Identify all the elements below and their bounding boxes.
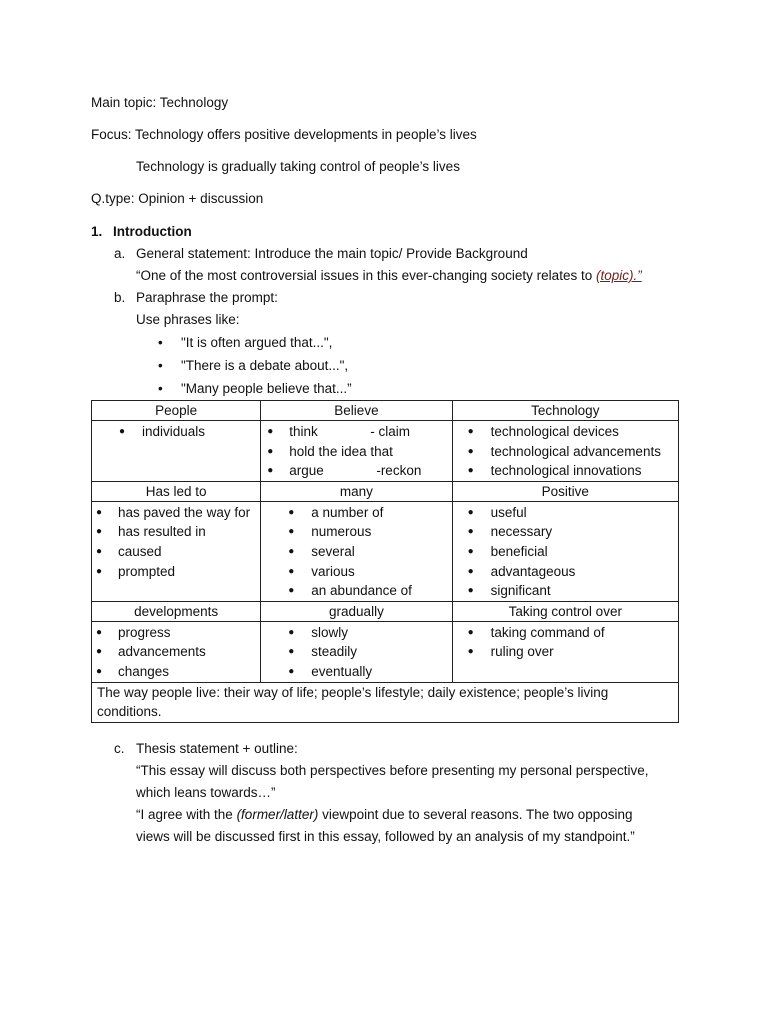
list-item: ● an abundance of xyxy=(261,581,451,601)
list-item: ● caused xyxy=(92,542,260,562)
list-item: ● eventually xyxy=(261,662,451,682)
bullet-icon: ● xyxy=(96,646,103,658)
bullet-icon: ● xyxy=(288,526,295,538)
list-item: ● changes xyxy=(92,662,260,682)
header-people: People xyxy=(92,401,261,421)
bullet-icon: ● xyxy=(288,545,295,557)
focus-line-1: Focus: Technology offers positive developments in people’s lives xyxy=(91,127,477,142)
bullet-icon: ● xyxy=(467,565,474,577)
believe-cell xyxy=(261,421,452,482)
list-item: ● technological devices xyxy=(453,422,678,442)
bullet-icon: • xyxy=(158,335,163,350)
table-row xyxy=(92,621,679,682)
table-header-row xyxy=(92,601,679,621)
intro-number: 1. xyxy=(91,224,103,239)
list-item: ● has paved the way for xyxy=(92,503,260,523)
header-developments: developments xyxy=(92,601,261,621)
table-row xyxy=(92,421,679,482)
bullet-icon: ● xyxy=(467,526,474,538)
thesis-quote-2-line-2: views will be discussed first in this essay, followed by an analysis of my standpoint.” xyxy=(136,829,635,844)
bullet-icon: ● xyxy=(288,565,295,577)
paraphrase-heading: Paraphrase the prompt: xyxy=(136,290,278,305)
question-type: Q.type: Opinion + discussion xyxy=(91,191,264,206)
phrase-item: "There is a debate about...", xyxy=(181,358,349,373)
main-topic: Main topic: Technology xyxy=(91,95,229,110)
bullet-icon: ● xyxy=(267,445,274,457)
bullet-icon: • xyxy=(158,381,163,396)
list-item: ● progress xyxy=(92,623,260,643)
header-many: many xyxy=(261,481,452,501)
list-item: ● useful xyxy=(453,503,678,523)
list-item: ● significant xyxy=(453,581,678,601)
has-led-to-cell xyxy=(92,501,261,601)
bullet-icon: ● xyxy=(288,665,295,677)
phrase-item: "Many people believe that...” xyxy=(181,381,352,396)
taking-control-cell xyxy=(452,621,678,682)
bullet-icon: ● xyxy=(467,465,474,477)
bullet-icon: • xyxy=(158,358,163,373)
table-header-row xyxy=(92,401,679,421)
quote-text: “I agree with the xyxy=(136,807,237,822)
bullet-icon: ● xyxy=(467,426,474,437)
people-cell xyxy=(92,421,261,482)
header-has-led-to: Has led to xyxy=(92,481,261,501)
list-item: ● has resulted in xyxy=(92,522,260,542)
list-item: ● advancements xyxy=(92,642,260,662)
header-positive: Positive xyxy=(452,481,678,501)
list-item: ● prompted xyxy=(92,562,260,582)
technology-cell xyxy=(452,421,678,482)
footer-line-1: The way people live: their way of life; people’s lifestyle; daily existence; people’s living xyxy=(97,684,609,700)
list-item: ● slowly xyxy=(261,623,451,643)
general-statement-quote xyxy=(136,268,642,284)
list-item: ● a number of xyxy=(261,503,451,523)
list-item: ● think - claim xyxy=(261,422,451,442)
bullet-icon: ● xyxy=(96,506,103,518)
list-item: ● numerous xyxy=(261,522,451,542)
list-item: ● hold the idea that xyxy=(261,442,451,462)
bullet-icon: ● xyxy=(467,445,474,457)
item-b-marker: b. xyxy=(114,290,126,305)
list-item: ● beneficial xyxy=(453,542,678,562)
list-item: ● several xyxy=(261,542,451,562)
list-item: ● advantageous xyxy=(453,562,678,582)
bullet-icon: ● xyxy=(288,626,295,638)
thesis-quote-1-line-2: which leans towards…” xyxy=(136,785,276,800)
item-a-marker: a. xyxy=(114,246,126,261)
list-item: ● technological advancements xyxy=(453,442,678,462)
list-item: ● necessary xyxy=(453,522,678,542)
thesis-quote-2-line-1 xyxy=(136,807,633,823)
bullet-icon: ● xyxy=(467,646,474,658)
many-cell xyxy=(261,501,452,601)
bullet-icon: ● xyxy=(467,585,474,597)
header-technology: Technology xyxy=(452,401,678,421)
way-people-live-cell xyxy=(92,682,679,722)
bullet-icon: ● xyxy=(96,665,103,677)
bullet-icon: ● xyxy=(467,545,474,557)
thesis-heading: Thesis statement + outline: xyxy=(136,741,298,756)
list-item: ● argue -reckon xyxy=(261,461,451,481)
footer-line-2: conditions. xyxy=(97,704,162,720)
header-believe: Believe xyxy=(261,401,452,421)
bullet-icon: ● xyxy=(96,545,103,557)
use-phrases-label: Use phrases like: xyxy=(136,312,240,327)
thesis-quote-1-line-1: “This essay will discuss both perspectives before presenting my personal perspective, xyxy=(136,763,649,778)
intro-heading: Introduction xyxy=(113,224,192,239)
list-item: ● various xyxy=(261,562,451,582)
vocabulary-table xyxy=(91,400,679,723)
quote-text: viewpoint due to several reasons. The two opposing xyxy=(318,807,633,822)
developments-cell xyxy=(92,621,261,682)
header-taking-control: Taking control over xyxy=(452,601,678,621)
table-row xyxy=(92,501,679,601)
bullet-icon: ● xyxy=(467,626,474,638)
bullet-icon: ● xyxy=(267,426,274,437)
table-header-row xyxy=(92,481,679,501)
former-latter-placeholder: (former/latter) xyxy=(236,807,319,822)
positive-cell xyxy=(452,501,678,601)
bullet-icon: ● xyxy=(96,626,103,638)
list-item: ● taking command of xyxy=(453,623,678,643)
bullet-icon: ● xyxy=(96,526,103,538)
bullet-icon: ● xyxy=(119,426,126,437)
table-footer-row xyxy=(92,682,679,722)
bullet-icon: ● xyxy=(288,646,295,658)
topic-placeholder: (topic).” xyxy=(595,268,642,283)
focus-line-2: Technology is gradually taking control of people’s lives xyxy=(136,159,460,174)
phrase-item: "It is often argued that...", xyxy=(181,335,333,350)
gradually-cell xyxy=(261,621,452,682)
bullet-icon: ● xyxy=(96,565,103,577)
list-item: ● individuals xyxy=(92,422,260,442)
bullet-icon: ● xyxy=(288,585,295,597)
bullet-icon: ● xyxy=(288,506,295,518)
list-item: ● technological innovations xyxy=(453,461,678,481)
header-gradually: gradually xyxy=(261,601,452,621)
item-c-marker: c. xyxy=(114,741,125,756)
list-item: ● steadily xyxy=(261,642,451,662)
general-statement: General statement: Introduce the main topic/ Provide Background xyxy=(136,246,528,261)
quote-text: “One of the most controversial issues in this ever-changing society relates to xyxy=(136,268,596,283)
bullet-icon: ● xyxy=(267,465,274,477)
bullet-icon: ● xyxy=(467,506,474,518)
list-item: ● ruling over xyxy=(453,642,678,662)
